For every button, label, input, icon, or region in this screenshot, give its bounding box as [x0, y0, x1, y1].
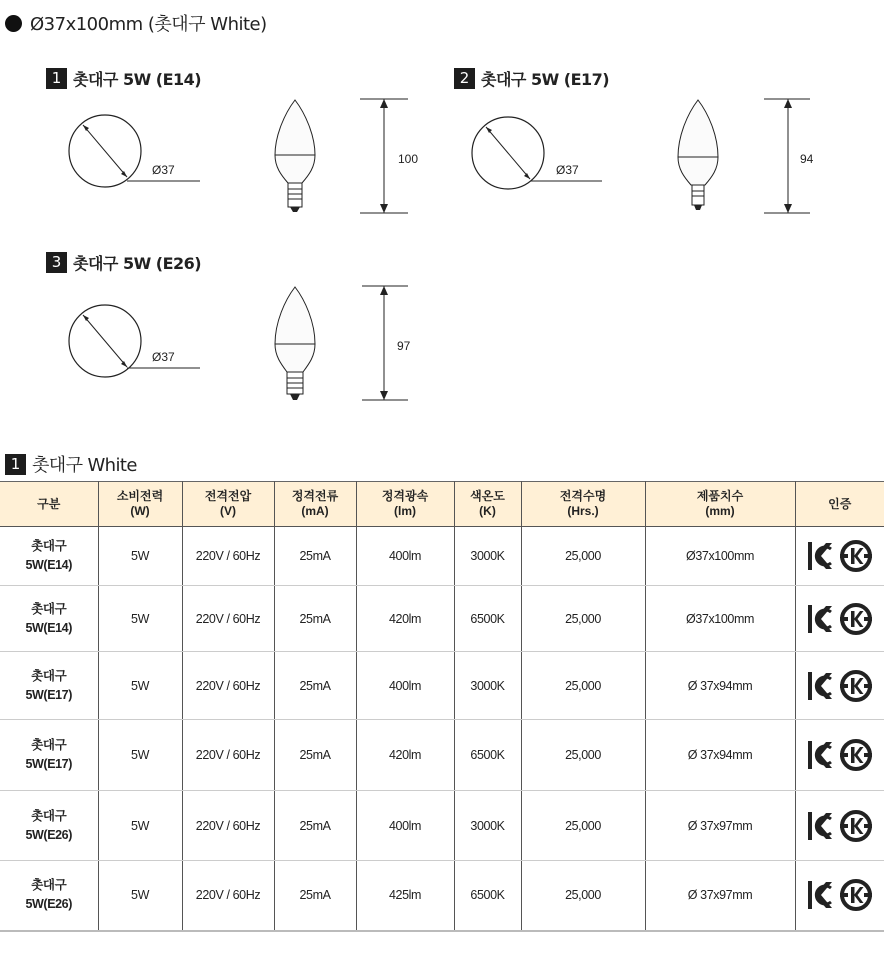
k-certification-icon [839, 738, 873, 772]
product-name-cell: 촛대구 5W(E17) [0, 720, 98, 791]
color-temp-cell: 6500K [454, 720, 521, 791]
header-cell: 정격전류 (mA) [274, 482, 356, 527]
number-badge: 3 [46, 252, 67, 273]
diameter-circle [69, 305, 200, 377]
k-certification-icon [839, 809, 873, 843]
power-cell: 5W [98, 861, 182, 931]
voltage-cell: 220V / 60Hz [182, 527, 274, 586]
power-cell: 5W [98, 586, 182, 652]
size-cell: Ø 37x94mm [645, 720, 795, 791]
lumen-cell: 420lm [356, 586, 454, 652]
kc-certification-icon [807, 541, 833, 571]
header-cell: 인증 [795, 482, 884, 527]
size-cell: Ø 37x97mm [645, 861, 795, 931]
size-cell: Ø37x100mm [645, 527, 795, 586]
color-temp-cell: 3000K [454, 527, 521, 586]
lifespan-cell: 25,000 [521, 652, 645, 720]
table-row [0, 527, 884, 586]
section-title-text: 촛대구 White [32, 455, 137, 476]
header-text: Ø37x100mm (촛대구 White) [30, 14, 267, 35]
voltage-cell: 220V / 60Hz [182, 861, 274, 931]
lumen-cell: 400lm [356, 652, 454, 720]
header-cell: 전격수명 (Hrs.) [521, 482, 645, 527]
voltage-cell: 220V / 60Hz [182, 791, 274, 861]
current-cell: 25mA [274, 527, 356, 586]
diagram-title: 촛대구 5W (E17) [481, 70, 610, 89]
size-cell: Ø37x100mm [645, 586, 795, 652]
header-cell: 정격광속 (lm) [356, 482, 454, 527]
color-temp-cell: 6500K [454, 861, 521, 931]
diameter-label: Ø37 [556, 163, 579, 177]
height-dimension [360, 99, 418, 213]
height-label: 94 [800, 152, 814, 166]
product-name-cell: 촛대구 5W(E26) [0, 791, 98, 861]
kc-certification-icon [807, 811, 833, 841]
table-row [0, 791, 884, 861]
k-certification-icon [839, 878, 873, 912]
bulb-icon [275, 100, 315, 212]
height-dimension [362, 286, 411, 400]
height-label: 97 [397, 339, 411, 353]
lifespan-cell: 25,000 [521, 586, 645, 652]
product-name-cell: 촛대구 5W(E14) [0, 586, 98, 652]
power-cell: 5W [98, 652, 182, 720]
diagram-3-title [46, 251, 201, 274]
diameter-label: Ø37 [152, 350, 175, 364]
lifespan-cell: 25,000 [521, 527, 645, 586]
kc-certification-icon [807, 604, 833, 634]
table-header-row [0, 482, 884, 527]
cert-cell [795, 720, 884, 791]
kc-certification-icon [807, 671, 833, 701]
lifespan-cell: 25,000 [521, 861, 645, 931]
color-temp-cell: 3000K [454, 652, 521, 720]
height-label: 100 [398, 152, 419, 166]
color-temp-cell: 3000K [454, 791, 521, 861]
lumen-cell: 425lm [356, 861, 454, 931]
current-cell: 25mA [274, 791, 356, 861]
power-cell: 5W [98, 791, 182, 861]
diagram-title: 촛대구 5W (E14) [73, 70, 202, 89]
lumen-cell: 400lm [356, 527, 454, 586]
product-name-cell: 촛대구 5W(E26) [0, 861, 98, 931]
kc-certification-icon [807, 880, 833, 910]
cert-cell [795, 791, 884, 861]
header-cell: 소비전력 (W) [98, 482, 182, 527]
kc-certification-icon [807, 740, 833, 770]
color-temp-cell: 6500K [454, 586, 521, 652]
size-cell: Ø 37x97mm [645, 791, 795, 861]
header-cell: 색온도 (K) [454, 482, 521, 527]
table-row [0, 861, 884, 931]
current-cell: 25mA [274, 586, 356, 652]
diagram-3-drawing [60, 282, 430, 407]
product-name-cell: 촛대구 5W(E14) [0, 527, 98, 586]
number-badge: 1 [5, 454, 26, 475]
voltage-cell: 220V / 60Hz [182, 652, 274, 720]
current-cell: 25mA [274, 652, 356, 720]
cert-cell [795, 861, 884, 931]
table-row [0, 652, 884, 720]
k-certification-icon [839, 602, 873, 636]
current-cell: 25mA [274, 720, 356, 791]
power-cell: 5W [98, 527, 182, 586]
current-cell: 25mA [274, 861, 356, 931]
table-row [0, 720, 884, 791]
header-cell: 전격전압 (V) [182, 482, 274, 527]
number-badge: 2 [454, 68, 475, 89]
lifespan-cell: 25,000 [521, 791, 645, 861]
section-title [5, 451, 137, 477]
lumen-cell: 400lm [356, 791, 454, 861]
spec-table [0, 481, 884, 932]
header-cell: 구분 [0, 482, 98, 527]
header-cell: 제품치수 (mm) [645, 482, 795, 527]
diagram-1-title [46, 67, 201, 90]
voltage-cell: 220V / 60Hz [182, 720, 274, 791]
diameter-circle [472, 117, 602, 189]
k-certification-icon [839, 539, 873, 573]
size-cell: Ø 37x94mm [645, 652, 795, 720]
product-name-cell: 촛대구 5W(E17) [0, 652, 98, 720]
cert-cell [795, 586, 884, 652]
cert-cell [795, 527, 884, 586]
lifespan-cell: 25,000 [521, 720, 645, 791]
bulb-icon [678, 100, 718, 210]
k-certification-icon [839, 669, 873, 703]
table-row [0, 586, 884, 652]
voltage-cell: 220V / 60Hz [182, 586, 274, 652]
diagram-title: 촛대구 5W (E26) [73, 254, 202, 273]
number-badge: 1 [46, 68, 67, 89]
diagram-2-drawing [462, 95, 832, 220]
bullet-dot-icon [5, 15, 22, 32]
diameter-circle [69, 115, 200, 187]
cert-cell [795, 652, 884, 720]
diameter-label: Ø37 [152, 163, 175, 177]
diagram-2-title [454, 67, 609, 90]
bulb-icon [275, 287, 315, 400]
height-dimension [764, 99, 814, 213]
page-header [5, 10, 267, 36]
power-cell: 5W [98, 720, 182, 791]
lumen-cell: 420lm [356, 720, 454, 791]
diagram-1-drawing [60, 95, 430, 220]
